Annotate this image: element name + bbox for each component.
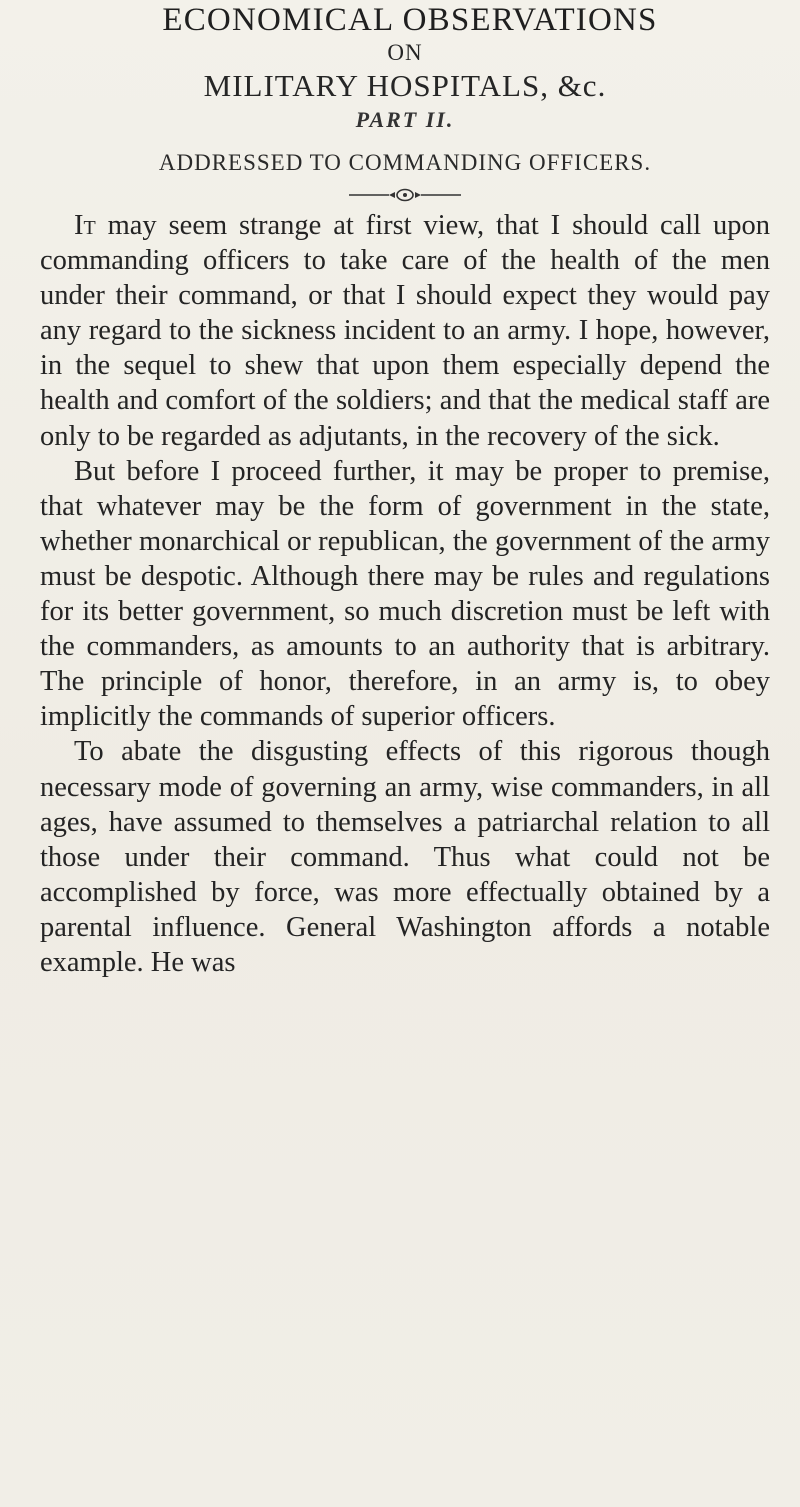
address-line: ADDRESSED TO COMMANDING OFFICERS. (158, 150, 652, 175)
printer-ornament-rule-icon (345, 186, 465, 204)
body-text (40, 208, 770, 980)
paragraph-1-text: may seem strange at first view, that I should call upon commanding officers to take care of the health of the men under their command, or that I should expect they would pay any regard to the sickness incident to an army. I hope, however, in the sequel to shew that upon them especially depend the health and comfort of the soldiers; and that the medical staff are only to be regarded as adjutants, in the recovery of the sick. (40, 210, 770, 452)
part-label: PART II. (355, 107, 455, 132)
page-title: ECONOMICAL OBSERVATIONS (162, 2, 658, 38)
paragraph-1 (40, 208, 770, 454)
opening-word: It (74, 210, 96, 241)
paragraph-2: But before I proceed further, it may be proper to premise, that whatever may be the form of government in the state, whether monarchical or republican, the government of the army must be despotic. Although there may be rules and regulations for its better government, so much discretion must be left with the commanders, as amounts to an authority that is arbitrary. The principle of honor, therefore, in an army is, to obey implicitly the commands of superior officers. (40, 455, 770, 733)
title-connector: ON (387, 40, 423, 65)
page-subtitle: MILITARY HOSPITALS, &c. (203, 68, 607, 103)
page-header (40, 0, 770, 180)
paragraph-3: To abate the disgusting effects of this rigorous though necessary mode of governing an army, wise commanders, in all ages, have assumed to themselves a patriarchal relation to all those under their command. Thus what could not be accomplished by force, was more effectually obtained by a parental influence. General Washington affords a notable example. He was (40, 736, 770, 978)
